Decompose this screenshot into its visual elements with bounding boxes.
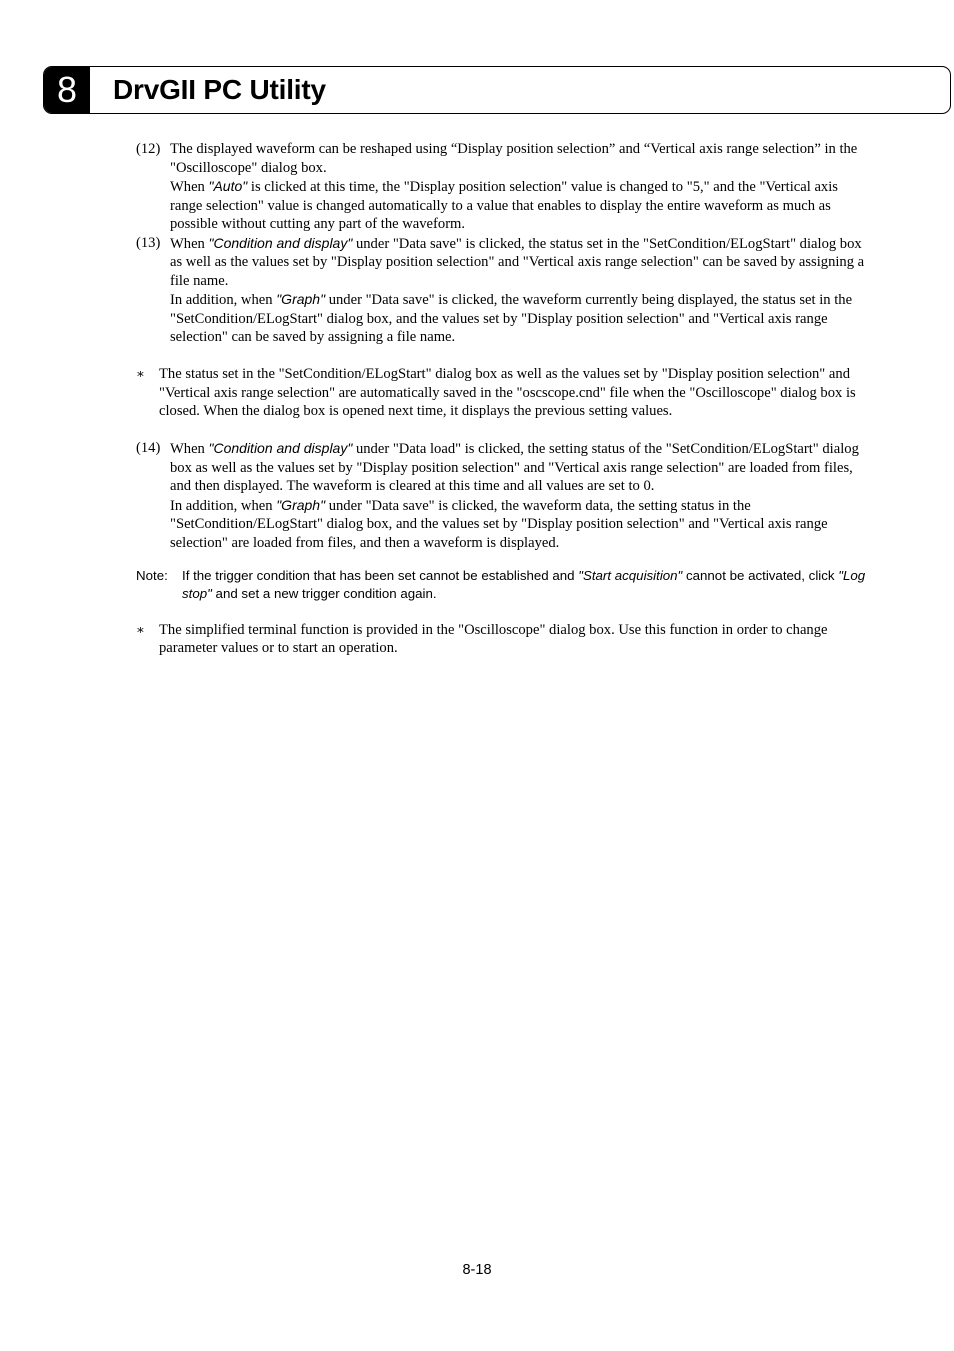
chapter-number: 8 [44, 67, 90, 113]
note-block [136, 567, 866, 602]
item-paragraph [170, 496, 866, 553]
text-run: When [170, 441, 209, 457]
ui-term-graph: "Graph" [276, 496, 326, 513]
page-number: 8-18 [462, 1262, 492, 1278]
text-run: When [170, 179, 209, 195]
text-run: When [170, 235, 209, 252]
item-number: (12) [136, 141, 161, 157]
ui-term-auto: "Auto" [208, 178, 248, 194]
bullet-text: The status set in the "SetCondition/ELogStart" dialog box as well as the values set by "Display position selection" and "Vertical axis range selection" are automatically saved in the "oscscope.cnd" file when the "Oscilloscope" dialog box is closed. When the dialog box is opened next time, it displays the previous setting values. [159, 366, 856, 419]
item-paragraph [170, 177, 866, 234]
list-item-12 [136, 140, 866, 234]
list-item-14 [136, 439, 866, 552]
asterisk-icon: ∗ [136, 621, 145, 637]
item-paragraph [170, 439, 866, 496]
text-run: In addition, when [170, 497, 277, 514]
text-run: under "Data save" is clicked, the waveform data, the setting status in the "SetCondition/ELogStart" dialog box, and the values set by "Display position selection" and "Vertical axis range selection" are loaded from files, and then a waveform is displayed. [170, 497, 828, 551]
bullet-note-terminal [136, 621, 866, 658]
bullet-text: The simplified terminal function is provided in the "Oscilloscope" dialog box. Use this function in order to change parameter values or to start an operation. [159, 621, 828, 656]
chapter-header [43, 66, 951, 114]
asterisk-icon: ∗ [136, 366, 145, 381]
note-text [182, 567, 866, 602]
ui-term-log-stop: "Log stop" [182, 568, 866, 601]
item-paragraph: The displayed waveform can be reshaped using “Display position selection” and “Vertical axis range selection” in the "Oscilloscope" dialog box. [170, 141, 858, 176]
list-item-13 [136, 234, 866, 347]
ui-term-start-acquisition: "Start acquisition" [578, 568, 683, 583]
item-paragraph [170, 234, 866, 291]
text-run: under "Data save" is clicked, the waveform currently being displayed, the status set in the "SetCondition/ELogStart" dialog box, and the values set by "Display position selection" and "Vertical axis range selection" can be saved by assigning a file name. [170, 292, 853, 345]
bullet-note-autosave [136, 365, 866, 421]
ui-term-condition-and-display: "Condition and display" [208, 440, 353, 456]
item-number: (13) [136, 234, 161, 251]
chapter-title: DrvGII PC Utility [113, 74, 326, 105]
note-label: Note: [136, 568, 168, 583]
text-run: under "Data load" is clicked, the setting status of the "SetCondition/ELogStart" dialog box as well as the values set by "Display position selection" and "Vertical axis range selection" are loaded from files, and then displayed. The waveform is cleared at this time and all values are set to 0. [170, 441, 859, 494]
text-run: and set a new trigger condition again. [211, 585, 437, 601]
page-body [136, 140, 866, 658]
ui-term-condition-and-display: "Condition and display" [208, 234, 353, 251]
text-run: If the trigger condition that has been set cannot be established and [182, 568, 579, 583]
text-run: cannot be activated, click [682, 568, 839, 583]
text-run: is clicked at this time, the "Display position selection" value is changed to "5," and the "Vertical axis range selection" value is changed automatically to a value that enables to display the entire waveform as much as possible without cutting any part of the waveform. [170, 179, 838, 232]
item-number: (14) [136, 440, 161, 456]
item-paragraph [170, 290, 866, 347]
text-run: under "Data save" is clicked, the status set in the "SetCondition/ELogStart" dialog box as well as the values set by "Display position selection" and "Vertical axis range selection" can be saved by assigning a file name. [170, 235, 865, 289]
ui-term-graph: "Graph" [276, 291, 326, 307]
text-run: In addition, when [170, 292, 277, 308]
